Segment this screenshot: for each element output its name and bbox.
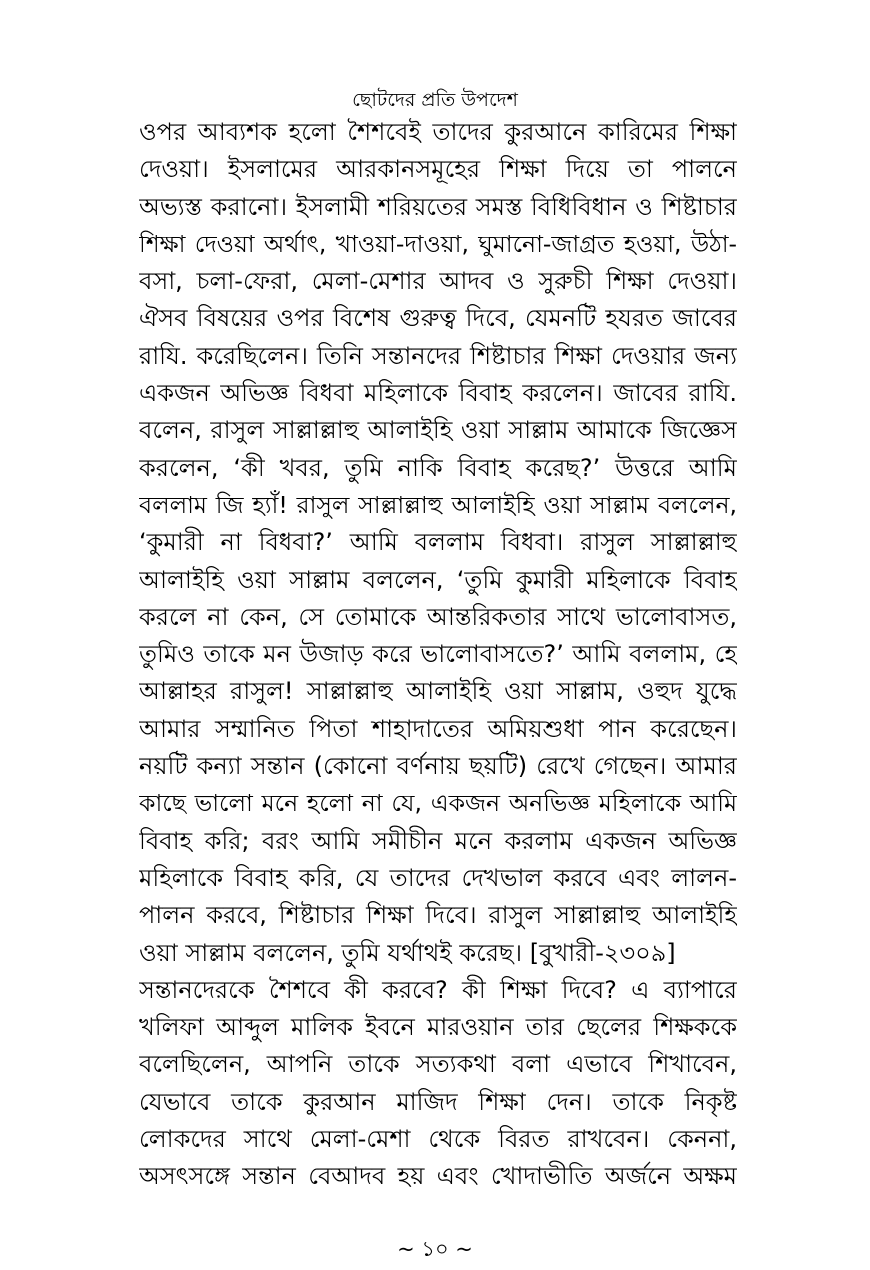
text-line: নয়টি কন্যা সন্তান (কোনো বর্ণনায় ছয়টি) রেখে গেছেন। আমার	[139, 752, 737, 781]
text-line: বলেছিলেন, আপনি তাকে সত্যকথা বলা এভাবে শিখাবেন,	[139, 1050, 737, 1079]
text-line: দেওয়া। ইসলামের আরকানসমূহের শিক্ষা দিয়ে তা পালনে	[139, 155, 737, 184]
text-line: মহিলাকে বিবাহ করি, যে তাদের দেখভাল করবে এবং লালন-	[139, 863, 737, 892]
text-line: একজন অভিজ্ঞ বিধবা মহিলাকে বিবাহ করলেন। জাবের রাযি.	[139, 379, 737, 408]
body-text	[139, 114, 737, 1196]
running-header: ছোটদের প্রতি উপদেশ	[352, 89, 518, 111]
text-line: রাযি. করেছিলেন। তিনি সন্তানদের শিষ্টাচার শিক্ষা দেওয়ার জন্য	[139, 341, 737, 370]
text-line: আল্লাহর রাসুল! সাল্লাল্লাহু আলাইহি ওয়া সাল্লাম, ওহুদ যুদ্ধে	[139, 677, 737, 706]
paragraph-caliph-advice	[139, 972, 737, 1196]
text-line: তুমিও তাকে মন উজাড় করে ভালোবাসতে?’ আমি বললাম, হে	[139, 640, 737, 669]
text-line: খলিফা আব্দুল মালিক ইবনে মারওয়ান তার ছেলের শিক্ষককে	[139, 1013, 737, 1042]
text-line: শিক্ষা দেওয়া অর্থাৎ, খাওয়া-দাওয়া, ঘুমানো-জাগ্রত হওয়া, উঠা-	[139, 229, 737, 258]
text-line: করলে না কেন, সে তোমাকে আন্তরিকতার সাথে ভালোবাসত,	[139, 602, 737, 631]
text-line: করলেন, ‘কী খবর, তুমি নাকি বিবাহ করেছ?’ উত্তরে আমি	[139, 453, 737, 482]
text-line: কাছে ভালো মনে হলো না যে, একজন অনভিজ্ঞ মহিলাকে আমি	[139, 789, 737, 818]
text-line: ঐসব বিষয়ের ওপর বিশেষ গুরুত্ব দিবে, যেমনটি হযরত জাবের	[139, 304, 737, 333]
text-line: অভ্যস্ত করানো। ইসলামী শরিয়তের সমস্ত বিধিবিধান ও শিষ্টাচার	[139, 192, 737, 221]
text-line: আমার সম্মানিত পিতা শাহাদাতের অমিয়শুধা পান করেছেন।	[139, 714, 737, 743]
text-line: ওপর আব্যশক হলো শৈশবেই তাদের কুরআনে কারিমের শিক্ষা	[139, 118, 737, 146]
text-line: বসা, চলা-ফেরা, মেলা-মেশার আদব ও সুরুচী শিক্ষা দেওয়া।	[139, 267, 737, 296]
text-line: অসৎসঙ্গে সন্তান বেআদব হয় এবং খোদাভীতি অর্জনে অক্ষম	[139, 1162, 737, 1191]
text-line: লোকদের সাথে মেলা-মেশা থেকে বিরত রাখবেন। কেননা,	[139, 1125, 737, 1154]
text-line: ‘কুমারী না বিধবা?’ আমি বললাম বিধবা। রাসুল সাল্লাল্লাহু	[139, 528, 737, 557]
paragraph-hadith-jaber	[139, 114, 737, 972]
text-line: বিবাহ করি; বরং আমি সমীচীন মনে করলাম একজন অভিজ্ঞ	[139, 826, 737, 855]
text-line: যেভাবে তাকে কুরআন মাজিদ শিক্ষা দেন। তাকে নিকৃষ্ট	[139, 1087, 737, 1116]
text-line: বললাম জি হ্যাঁ! রাসুল সাল্লাল্লাহু আলাইহি ওয়া সাল্লাম বললেন,	[139, 490, 737, 519]
text-line: বলেন, রাসুল সাল্লাল্লাহু আলাইহি ওয়া সাল্লাম আমাকে জিজ্ঞেস	[139, 416, 737, 445]
page-number: ~ ১০ ~	[397, 1237, 473, 1261]
text-line: আলাইহি ওয়া সাল্লাম বললেন, ‘তুমি কুমারী মহিলাকে বিবাহ	[139, 565, 737, 594]
text-line: পালন করবে, শিষ্টাচার শিক্ষা দিবে। রাসুল সাল্লাল্লাহু আলাইহি	[139, 901, 737, 930]
text-line: সন্তানদেরকে শৈশবে কী করবে? কী শিক্ষা দিবে? এ ব্যাপারে	[139, 975, 737, 1004]
text-line-with-citation: ওয়া সাল্লাম বললেন, তুমি যর্থাথই করেছ। [বুখারী-২৩০৯]	[139, 938, 676, 967]
